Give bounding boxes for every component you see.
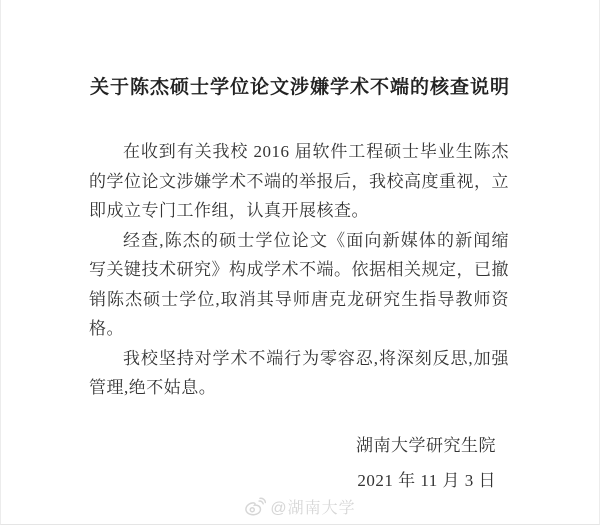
weibo-icon	[244, 497, 266, 517]
document-body	[1, 99, 599, 403]
document-title: 关于陈杰硕士学位论文涉嫌学术不端的核查说明	[89, 77, 510, 98]
paragraph-2: 经查,陈杰的硕士学位论文《面向新媒体的新闻缩写关键技术研究》构成学术不端。依据相关规定，已撤销陈杰硕士学位,取消其导师唐克龙研究生指导教师资格。	[89, 230, 509, 338]
paragraph-3: 我校坚持对学术不端行为零容忍,将深刻反思,加强管理,绝不姑息。	[89, 348, 509, 397]
signature-date: 2021 年 11 月 3 日	[357, 470, 496, 490]
watermark-text: @湖南大学	[270, 500, 356, 517]
weibo-watermark	[1, 495, 599, 518]
signature-organization: 湖南大学研究生院	[356, 435, 496, 455]
signature-block	[1, 403, 599, 492]
paragraph-1: 在收到有关我校 2016 届软件工程硕士毕业生陈杰的学位论文涉嫌学术不端的举报后，我校高度重视，立即成立专门工作组，认真开展核查。	[89, 142, 509, 220]
